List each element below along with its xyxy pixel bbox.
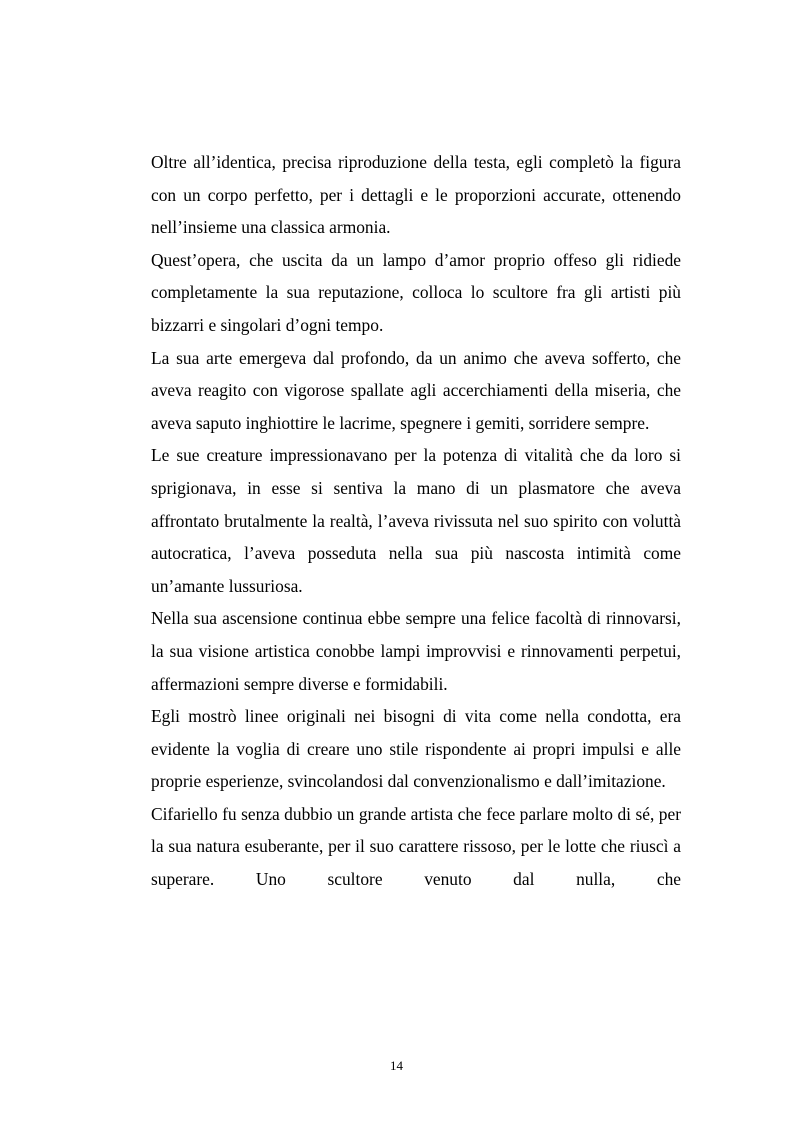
paragraph: Quest’opera, che uscita da un lampo d’amor proprio offeso gli ridiede completamente la sua reputazione, colloca lo scultore fra gli artisti più bizzarri e singolari d’ogni tempo. [151, 249, 681, 335]
paragraph: La sua arte emergeva dal profondo, da un animo che aveva sofferto, che aveva reagito con vigorose spallate agli accerchiamenti della miseria, che aveva saputo inghiottire le lacrime, spegnere i gemiti, sorridere sempre. [151, 347, 681, 433]
body-text [151, 146, 681, 896]
paragraph: Oltre all’identica, precisa riproduzione della testa, egli completò la figura con un corpo perfetto, per i dettagli e le proporzioni accurate, ottenendo nell’insieme una classica armonia. [151, 152, 681, 238]
paragraph: Nella sua ascensione continua ebbe sempre una felice facoltà di rinnovarsi, la sua visione artistica conobbe lampi improvvisi e rinnovamenti perpetui, affermazioni sempre diverse e formidabili. [151, 608, 681, 694]
page-number: 14 [390, 1058, 403, 1073]
paragraph: Le sue creature impressionavano per la potenza di vitalità che da loro si sprigionava, in esse si sentiva la mano di un plasmatore che aveva affrontato brutalmente la realtà, l’aveva rivissuta nel suo spirito con voluttà autocratica, l’aveva posseduta nella sua più nascosta intimità come un’amante lussuriosa. [151, 445, 681, 596]
paragraph: Egli mostrò linee originali nei bisogni di vita come nella condotta, era evidente la voglia di creare uno stile rispondente ai propri impulsi e alle proprie esperienze, svincolandosi dal convenzionalismo e dall’imitazione. [151, 706, 681, 792]
paragraph: Cifariello fu senza dubbio un grande artista che fece parlare molto di sé, per la sua natura esuberante, per il suo carattere rissoso, per le lotte che riuscì a superare. Uno scultore venuto dal nulla, che [151, 803, 681, 890]
